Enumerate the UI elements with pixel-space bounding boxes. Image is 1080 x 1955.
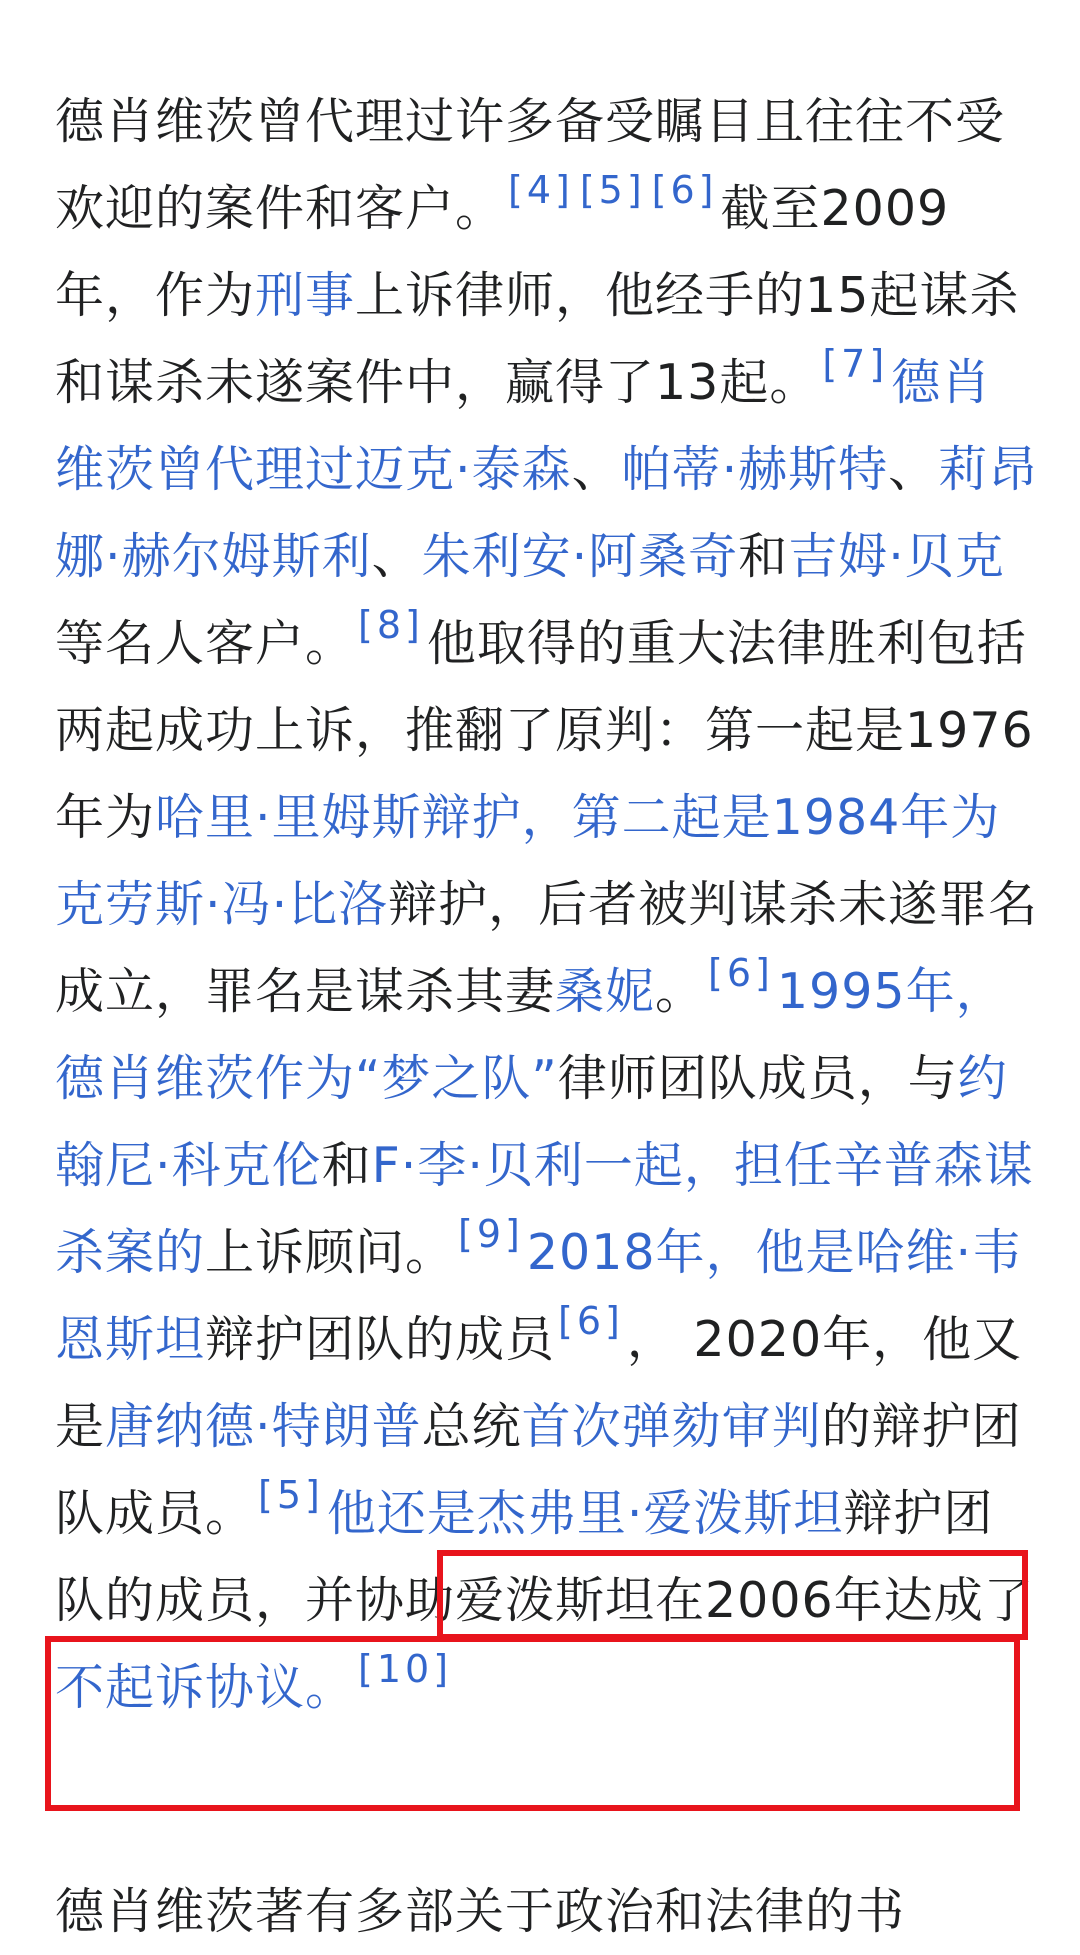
link-patty-hearst[interactable]: 帕蒂·赫斯特 xyxy=(621,441,889,498)
sentence: 等名人客户。 xyxy=(55,615,356,672)
punctuation: 、 xyxy=(371,528,422,585)
link-julian-assange[interactable]: 朱利安·阿桑奇 xyxy=(421,528,739,585)
link-sunny[interactable]: 桑妮 xyxy=(555,963,656,1020)
link-mike-tyson[interactable]: 德肖维茨曾代理过迈克·泰森 xyxy=(55,354,992,498)
punctuation: 、 xyxy=(888,441,939,498)
sentence: 辩护团队的成员 xyxy=(205,1311,556,1368)
link-jim-bakker[interactable]: 吉姆·贝克 xyxy=(788,528,1005,585)
sentence: 他取得的重大法律胜利包括两起成功上诉，推翻了原判：第一起是1976年为 xyxy=(55,615,1034,846)
link-harvey-weinstein[interactable]: 2018年，他是哈维·韦恩斯坦 xyxy=(55,1224,1023,1368)
article-paragraph xyxy=(55,78,1040,1731)
link-harry-reems-von-bulow[interactable]: 哈里·里姆斯辩护，第二起是1984年为克劳斯·冯·比洛 xyxy=(55,789,1001,933)
sentence: 上诉顾问。 xyxy=(205,1224,456,1281)
link-f-lee-bailey-simpson[interactable]: F·李·贝利一起，担任辛普森谋杀案的 xyxy=(55,1137,1034,1281)
conjunction: 和 xyxy=(321,1137,372,1194)
link-donald-trump[interactable]: 唐纳德·特朗普 xyxy=(105,1398,422,1455)
citation-10[interactable]: [10] xyxy=(358,1647,453,1691)
sentence: 截至2009年，作为 xyxy=(55,180,950,324)
link-first-impeachment[interactable]: 首次弹劾审判 xyxy=(521,1398,822,1455)
highlight-box-top xyxy=(437,1550,1028,1640)
citation-4[interactable]: [4] xyxy=(508,168,574,212)
sentence: 辩护团队的成员，并协助爱泼斯坦在2006年达成了 xyxy=(55,1485,1034,1629)
punctuation: 、 xyxy=(571,441,622,498)
highlight-box-bottom xyxy=(45,1636,1020,1811)
conjunction: 和 xyxy=(738,528,789,585)
sentence: 律师团队成员，与 xyxy=(557,1050,958,1107)
citation-5[interactable]: [5] xyxy=(258,1473,324,1517)
citation-7[interactable]: [7] xyxy=(822,342,889,386)
sentence: 上诉律师，他经手的15起谋杀和谋杀未遂案件中，赢得了13起。 xyxy=(55,267,1020,411)
sentence: 的辩护团队成员。 xyxy=(55,1398,1022,1542)
link-non-prosecution-agreement[interactable]: 不起诉协议。 xyxy=(55,1659,356,1716)
citation-8[interactable]: [8] xyxy=(358,603,424,647)
citation-5[interactable]: [5] xyxy=(579,168,646,212)
link-johnnie-cochran[interactable]: 约翰尼·科克伦 xyxy=(55,1050,1008,1194)
sentence: ， 2020年，他又是 xyxy=(55,1311,1023,1455)
citation-6[interactable]: [6] xyxy=(651,168,718,212)
word: 总统 xyxy=(421,1398,522,1455)
link-jeffrey-epstein[interactable]: 他还是杰弗里·爱泼斯坦 xyxy=(326,1485,844,1542)
paragraph-2: 德肖维茨著有多部关于政治和法律的书 xyxy=(55,1883,906,1940)
paragraph-1 xyxy=(55,78,1040,1731)
link-criminal[interactable]: 刑事 xyxy=(255,267,356,324)
citation-6[interactable]: [6] xyxy=(708,951,774,995)
citation-6[interactable]: [6] xyxy=(558,1299,624,1343)
link-leona-helmsley[interactable]: 莉昂娜·赫尔姆斯利 xyxy=(55,441,1039,585)
sentence: 辩护，后者被判谋杀未遂罪名成立，罪名是谋杀其妻 xyxy=(55,876,1039,1020)
sentence: 德肖维茨曾代理过许多备受瞩目且往往不受欢迎的案件和客户。 xyxy=(55,93,1006,237)
citation-9[interactable]: [9] xyxy=(458,1212,524,1256)
punctuation: 。 xyxy=(655,963,706,1020)
link-dream-team[interactable]: 1995年，德肖维茨作为“梦之队” xyxy=(55,963,1006,1107)
